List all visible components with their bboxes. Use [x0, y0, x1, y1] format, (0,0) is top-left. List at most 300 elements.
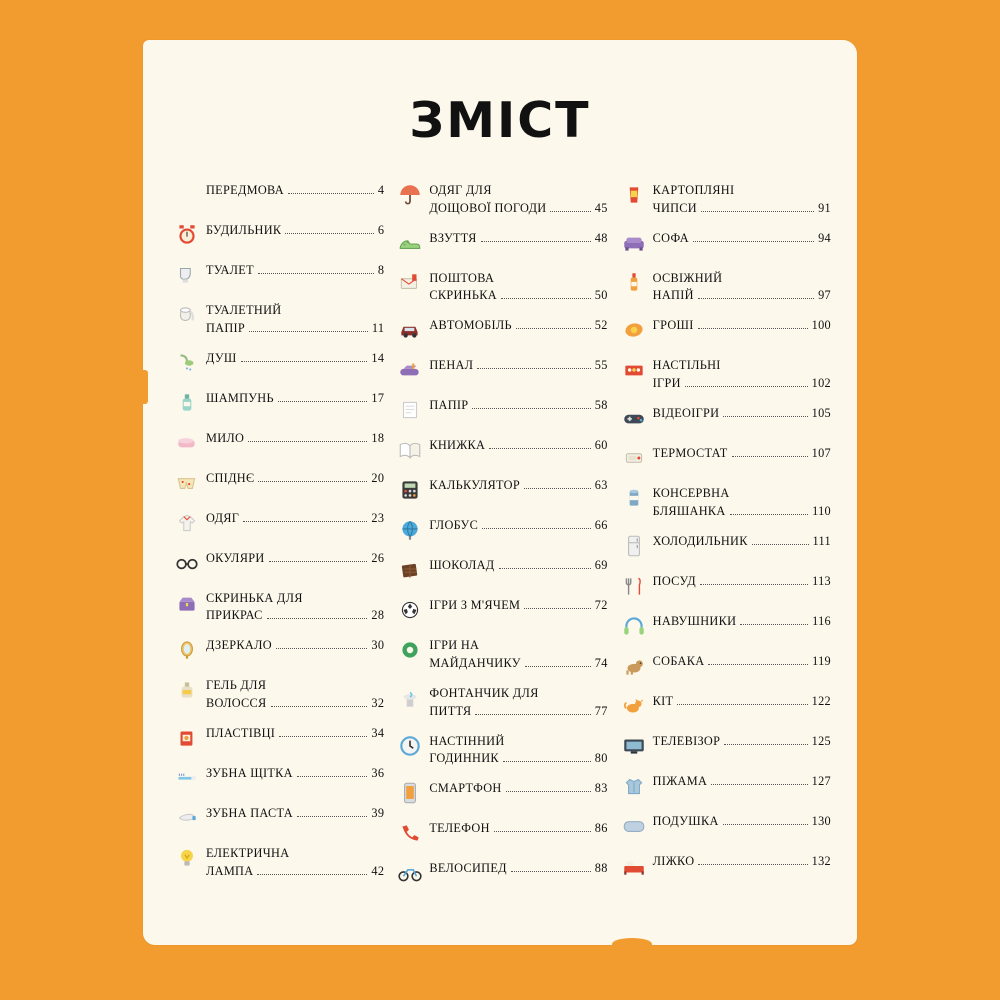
toc-entry-page: 88 [594, 861, 608, 876]
toc-entry[interactable] [618, 180, 831, 218]
toc-entry-label: СПІДНЄ [206, 470, 255, 485]
toc-entry-body [206, 548, 384, 568]
toc-entry-body [429, 228, 607, 248]
toc-entry-page: 50 [594, 288, 608, 303]
toc-entry-body [206, 843, 384, 881]
toc-entry-body [653, 228, 831, 248]
money-icon [618, 315, 650, 345]
chocolate-icon [394, 555, 426, 585]
toc-entry[interactable] [394, 683, 607, 721]
toc-entry[interactable] [394, 268, 607, 306]
toc-entry-page: 80 [594, 751, 608, 766]
calculator-icon [394, 475, 426, 505]
toc-entry-label-cont: ДОЩОВОЇ ПОГОДИ [429, 200, 547, 215]
toc-entry-label: КНИЖКА [429, 438, 486, 453]
toc-entry-body [653, 315, 831, 335]
toc-entry[interactable] [394, 395, 607, 425]
leader-dots [243, 521, 367, 522]
toc-entry-page: 8 [377, 263, 385, 277]
toc-entry-body [206, 763, 384, 783]
toc-entry-body [429, 180, 607, 218]
leader-dots [257, 874, 367, 875]
toc-entry-label: ПОШТОВА [429, 270, 495, 285]
toc-entry-body [206, 220, 384, 240]
toc-entry[interactable] [394, 731, 607, 769]
toc-entry-label: НАВУШНИКИ [652, 613, 737, 628]
toc-entry-label: ВЕЛОСИПЕД [429, 861, 507, 876]
jewelry-box-icon [171, 588, 203, 618]
leader-dots [475, 714, 590, 715]
toc-entry-body [653, 355, 831, 393]
wall-clock-icon [394, 731, 426, 761]
toc-entry-body [429, 435, 607, 455]
leader-dots [525, 666, 591, 667]
toc-entry[interactable] [394, 315, 607, 345]
leader-dots [494, 831, 591, 832]
toc-entry-label: ГЕЛЬ ДЛЯ [206, 678, 267, 693]
toc-entry[interactable] [171, 180, 384, 210]
toc-entry-page: 4 [377, 183, 385, 197]
toc-entry[interactable] [618, 731, 831, 761]
content-paper [143, 40, 857, 945]
toc-entry-body [653, 731, 831, 751]
leader-dots [752, 544, 809, 545]
toc-entry-label: ЗУБНА ЩІТКА [206, 765, 293, 780]
toc-entry-page: 97 [818, 288, 831, 303]
leader-dots [723, 824, 808, 825]
toc-entry-body [206, 588, 384, 626]
toc-entry[interactable] [394, 635, 607, 673]
refrigerator-icon [618, 531, 650, 561]
toc-entry-body [653, 651, 831, 671]
toc-entry-body [206, 348, 384, 368]
toc-entry-page: 122 [811, 693, 831, 708]
toc-entry-page: 100 [811, 318, 831, 333]
toc-entry[interactable] [394, 475, 607, 505]
toc-entry-page: 30 [371, 638, 385, 653]
leader-dots [297, 816, 368, 817]
toc-entry-page: 132 [811, 853, 831, 868]
telephone-icon [394, 818, 426, 848]
toc-entry-page: 111 [812, 533, 831, 548]
toc-entry-label: ФОНТАНЧИК ДЛЯ [429, 685, 539, 700]
toc-entry-label-cont: ЛАМПА [206, 863, 254, 878]
leader-dots [278, 401, 368, 402]
toc-entry[interactable] [394, 435, 607, 465]
umbrella-icon [394, 180, 426, 210]
toc-entry-label: ПЛАСТІВЦІ [206, 725, 276, 740]
toc-entry-page: 32 [371, 696, 385, 711]
leader-dots [701, 211, 814, 212]
toc-entry-page: 23 [371, 510, 385, 525]
toc-entry[interactable] [618, 483, 831, 521]
toc-entry-label: ЗУБНА ПАСТА [206, 805, 293, 820]
bicycle-icon [394, 858, 426, 888]
smartphone-icon [394, 778, 426, 808]
toc-entry[interactable] [618, 691, 831, 721]
toc-entry[interactable] [618, 811, 831, 841]
toc-entry-page: 11 [371, 320, 385, 335]
toc-entry-body [429, 635, 607, 673]
toc-entry-body [429, 731, 607, 769]
toc-entry[interactable] [618, 443, 831, 473]
toc-entry-body [653, 403, 831, 423]
toc-entry-body [429, 395, 607, 415]
video-games-icon [618, 403, 650, 433]
toc-entry-page: 113 [812, 573, 831, 588]
toc-entry-body [429, 595, 607, 615]
toc-entry[interactable] [618, 851, 831, 881]
leader-dots [698, 328, 808, 329]
toc-entry-label-cont: НАПІЙ [652, 288, 694, 303]
toc-entry[interactable] [171, 428, 384, 458]
toc-entry-page: 91 [818, 200, 831, 215]
toc-entry[interactable] [171, 508, 384, 538]
toc-entry-label-cont: БЛЯШАНКА [652, 503, 726, 518]
leader-dots [723, 416, 807, 417]
leader-dots [511, 871, 591, 872]
leader-dots [248, 441, 367, 442]
toc-entry-label: НАСТІЛЬНІ [652, 358, 721, 373]
leader-dots [276, 648, 368, 649]
toc-entry[interactable] [171, 300, 384, 338]
leader-dots [271, 706, 368, 707]
toc-column-3 [618, 180, 831, 898]
toc-entry-body [206, 675, 384, 713]
toc-entry[interactable] [394, 355, 607, 385]
toc-entry-label: ВІДЕОІГРИ [652, 405, 720, 420]
toc-entry[interactable] [618, 355, 831, 393]
toc-entry-page: 17 [371, 390, 385, 405]
board-games-icon [618, 355, 650, 385]
toc-entry[interactable] [171, 723, 384, 753]
toc-entry-page: 74 [594, 656, 608, 671]
pencil-case-icon [394, 355, 426, 385]
underwear-icon [171, 468, 203, 498]
toc-entry-body [653, 180, 831, 218]
toc-entry-page: 52 [594, 318, 608, 333]
leader-dots [524, 608, 591, 609]
toc-entry-body [653, 571, 831, 591]
potato-chips-icon [618, 180, 650, 210]
toc-entry-page: 18 [371, 430, 385, 445]
toc-entry-page: 6 [377, 223, 385, 237]
leader-dots [732, 456, 808, 457]
toc-entry-label: КОНСЕРВНА [652, 485, 730, 500]
toc-entry-page: 72 [594, 598, 608, 613]
toc-entry-label: ОКУЛЯРИ [206, 550, 265, 565]
toc-entry-label: ТУАЛЕТНИЙ [206, 303, 282, 317]
toc-entry-body [429, 858, 607, 878]
television-icon [618, 731, 650, 761]
toc-entry[interactable] [394, 515, 607, 545]
toc-entry-page: 28 [371, 608, 385, 623]
toc-entry-label: СКРИНЬКА ДЛЯ [206, 590, 303, 605]
toc-entry[interactable] [171, 763, 384, 793]
toc-entry-page: 36 [371, 765, 385, 780]
sofa-icon [618, 228, 650, 258]
leader-dots [524, 488, 591, 489]
toc-entry[interactable] [618, 268, 831, 306]
toc-entry[interactable] [618, 611, 831, 641]
toc-entry-label: ПІЖАМА [652, 773, 708, 788]
thermostat-icon [618, 443, 650, 473]
toc-entry-label: ТЕЛЕВІЗОР [652, 733, 721, 748]
toc-entry-label: ПАПІР [429, 398, 469, 413]
toc-entry-page: 77 [594, 703, 608, 718]
page-title: ЗМІСТ [409, 92, 591, 149]
toc-entry-label: ДУШ [206, 350, 237, 365]
toc-entry[interactable] [618, 571, 831, 601]
toc-entry-page: 14 [371, 350, 385, 365]
dishes-icon [618, 571, 650, 601]
toc-entry[interactable] [394, 555, 607, 585]
toc-entry-label: ПЕНАЛ [429, 358, 474, 373]
toc-entry-body [206, 428, 384, 448]
toc-entry-body [206, 260, 384, 280]
soft-drink-icon [618, 268, 650, 298]
leader-dots [711, 784, 807, 785]
toc-entry-label: МИЛО [206, 430, 245, 445]
toc-entry-page: 102 [811, 376, 831, 391]
toc-entry-label: ВЗУТТЯ [429, 230, 477, 245]
toc-entry-label-cont: ГОДИННИК [429, 751, 499, 766]
toc-entry-page: 45 [594, 200, 608, 215]
toc-entry-label: ГЛОБУС [429, 518, 479, 533]
toc-entry-label: БУДИЛЬНИК [206, 223, 282, 237]
toc-entry-body [653, 531, 831, 551]
toc-entry-page: 130 [811, 813, 831, 828]
leader-dots [685, 386, 808, 387]
toc-entry-body [206, 635, 384, 655]
toc-entry-label: АВТОМОБІЛЬ [429, 318, 512, 333]
leader-dots [503, 761, 591, 762]
soap-icon [171, 428, 203, 458]
toc-entry[interactable] [618, 651, 831, 681]
toc-entry-label-cont: ЧИПСИ [652, 200, 697, 215]
toc-entry[interactable] [618, 771, 831, 801]
paper-edge-notch-left [136, 370, 148, 404]
toc-entry-page: 125 [811, 733, 831, 748]
paper-edge-notch-bottom [612, 938, 652, 950]
toc-entry-body [206, 180, 384, 200]
globe-icon [394, 515, 426, 545]
toc-entry-label: ХОЛОДИЛЬНИК [652, 533, 748, 548]
toc-entry-page: 60 [594, 438, 608, 453]
toc-entry-label: ІГРИ З М'ЯЧЕМ [429, 598, 521, 613]
leader-dots [730, 514, 808, 515]
leader-dots [516, 328, 591, 329]
toc-entry-page: 83 [594, 781, 608, 796]
leader-dots [267, 618, 368, 619]
toc-column-2 [394, 180, 607, 898]
toc-entry[interactable] [171, 388, 384, 418]
toc-entry-page: 48 [594, 230, 608, 245]
mailbox-icon [394, 268, 426, 298]
toc-entry-page: 86 [594, 821, 608, 836]
leader-dots [269, 561, 368, 562]
toc-entry-label: ТУАЛЕТ [206, 263, 254, 277]
toc-entry-body [206, 508, 384, 528]
toc-entry-body [206, 300, 384, 338]
toc-entry-page: 66 [594, 518, 608, 533]
toc-entry-body [429, 555, 607, 575]
toc-entry-label: ТЕЛЕФОН [429, 821, 490, 836]
toc-entry-body [429, 475, 607, 495]
toc-entry-page: 94 [818, 230, 831, 245]
leader-dots [258, 481, 367, 482]
toc-entry[interactable] [394, 818, 607, 848]
toc-entry[interactable] [171, 675, 384, 713]
toc-entry[interactable] [618, 228, 831, 258]
toc-entry-body [653, 851, 831, 871]
toc-entry-label: ПОДУШКА [652, 813, 719, 828]
shampoo-icon [171, 388, 203, 418]
toc-entry-label: СМАРТФОН [429, 781, 502, 796]
toc-entry-label: КІТ [652, 693, 674, 708]
toc-entry[interactable] [171, 843, 384, 881]
toc-entry-label: ДЗЕРКАЛО [206, 638, 272, 653]
leader-dots [482, 528, 591, 529]
shower-icon [171, 348, 203, 378]
toc-entry-body [653, 771, 831, 791]
toc-entry-page: 127 [811, 773, 831, 788]
toc-columns [171, 180, 831, 898]
cat-icon [618, 691, 650, 721]
toc-entry-page: 105 [811, 405, 831, 420]
leader-dots [506, 791, 591, 792]
toc-entry-body [429, 515, 607, 535]
toc-entry[interactable] [171, 348, 384, 378]
toc-entry-label: ШАМПУНЬ [206, 390, 274, 405]
leader-dots [499, 568, 591, 569]
leader-dots [472, 408, 590, 409]
toc-entry-page: 69 [594, 558, 608, 573]
toc-entry-label-cont: ПРИКРАС [206, 608, 263, 623]
book-icon [394, 435, 426, 465]
car-icon [394, 315, 426, 345]
hair-gel-icon [171, 675, 203, 705]
leader-dots [249, 331, 368, 332]
toc-entry-body [429, 818, 607, 838]
leader-dots [501, 298, 591, 299]
leader-dots [698, 864, 807, 865]
toc-entry-label: ОСВІЖНИЙ [652, 270, 723, 285]
leader-dots [550, 211, 590, 212]
toc-entry-page: 63 [594, 478, 608, 493]
toc-entry[interactable] [171, 548, 384, 578]
cereal-icon [171, 723, 203, 753]
toc-entry-page: 110 [812, 503, 831, 518]
toc-entry-label: ШОКОЛАД [429, 558, 495, 573]
leader-dots [285, 233, 373, 234]
leader-dots [297, 776, 368, 777]
toilet-icon [171, 260, 203, 290]
toc-entry-label: КАЛЬКУЛЯТОР [429, 478, 520, 493]
toc-entry[interactable] [171, 803, 384, 833]
drinking-fountain-icon [394, 683, 426, 713]
toc-entry-body [429, 315, 607, 335]
toc-entry-label-cont: ВОЛОССЯ [206, 696, 267, 711]
toc-entry-label: КАРТОПЛЯНІ [652, 183, 735, 197]
toothbrush-icon [171, 763, 203, 793]
tin-can-icon [618, 483, 650, 513]
toc-entry-page: 20 [371, 470, 385, 485]
toc-entry[interactable] [618, 315, 831, 345]
toc-entry-body [429, 683, 607, 721]
bed-icon [618, 851, 650, 881]
leader-dots [288, 193, 374, 194]
toc-entry[interactable] [171, 468, 384, 498]
toc-entry-page: 34 [371, 725, 385, 740]
toc-entry-label: ЕЛЕКТРИЧНА [206, 845, 290, 860]
ball-games-icon [394, 595, 426, 625]
toc-entry[interactable] [618, 403, 831, 433]
light-bulb-icon [171, 843, 203, 873]
toc-entry[interactable] [394, 180, 607, 218]
toc-entry-body [653, 611, 831, 631]
toc-entry-body [653, 268, 831, 306]
toc-entry-label: ПЕРЕДМОВА [206, 183, 284, 197]
alarm-clock-icon [171, 220, 203, 250]
leader-dots [258, 273, 374, 274]
toilet-paper-icon [171, 300, 203, 330]
shoes-icon [394, 228, 426, 258]
leader-dots [708, 664, 808, 665]
toc-entry[interactable] [394, 595, 607, 625]
toc-entry[interactable] [171, 260, 384, 290]
toothpaste-icon [171, 803, 203, 833]
leader-dots [724, 744, 807, 745]
toc-entry-page: 55 [594, 358, 608, 373]
headphones-icon [618, 611, 650, 641]
toc-column-1 [171, 180, 384, 898]
toc-entry-page: 26 [371, 550, 385, 565]
leader-dots [698, 298, 814, 299]
toc-entry-body [429, 268, 607, 306]
toc-entry[interactable] [171, 588, 384, 626]
leader-dots [677, 704, 807, 705]
toc-entry-body [429, 355, 607, 375]
pajamas-icon [618, 771, 650, 801]
toc-entry-label-cont: МАЙДАНЧИКУ [429, 656, 521, 671]
toc-entry-label: НАСТІННИЙ [429, 733, 505, 748]
none [171, 180, 203, 210]
clothes-icon [171, 508, 203, 538]
toc-entry[interactable] [394, 778, 607, 808]
toc-entry[interactable] [171, 220, 384, 250]
toc-entry-page: 107 [811, 445, 831, 460]
toc-entry-label-cont: ІГРИ [652, 376, 681, 391]
mirror-icon [171, 635, 203, 665]
pillow-icon [618, 811, 650, 841]
toc-entry-body [206, 388, 384, 408]
toc-entry-label: ІГРИ НА [429, 638, 480, 653]
toc-entry-label-cont: СКРИНЬКА [429, 288, 497, 303]
toc-entry[interactable] [394, 858, 607, 888]
toc-entry[interactable] [171, 635, 384, 665]
toc-entry-label-cont: ПИТТЯ [429, 703, 472, 718]
toc-entry[interactable] [618, 531, 831, 561]
toc-entry-body [653, 691, 831, 711]
leader-dots [241, 361, 368, 362]
toc-entry-page: 58 [594, 398, 608, 413]
toc-entry-page: 116 [812, 613, 831, 628]
toc-entry-page: 39 [371, 805, 385, 820]
toc-entry[interactable] [394, 228, 607, 258]
toc-entry-label: ОДЯГ [206, 510, 240, 525]
leader-dots [279, 736, 367, 737]
